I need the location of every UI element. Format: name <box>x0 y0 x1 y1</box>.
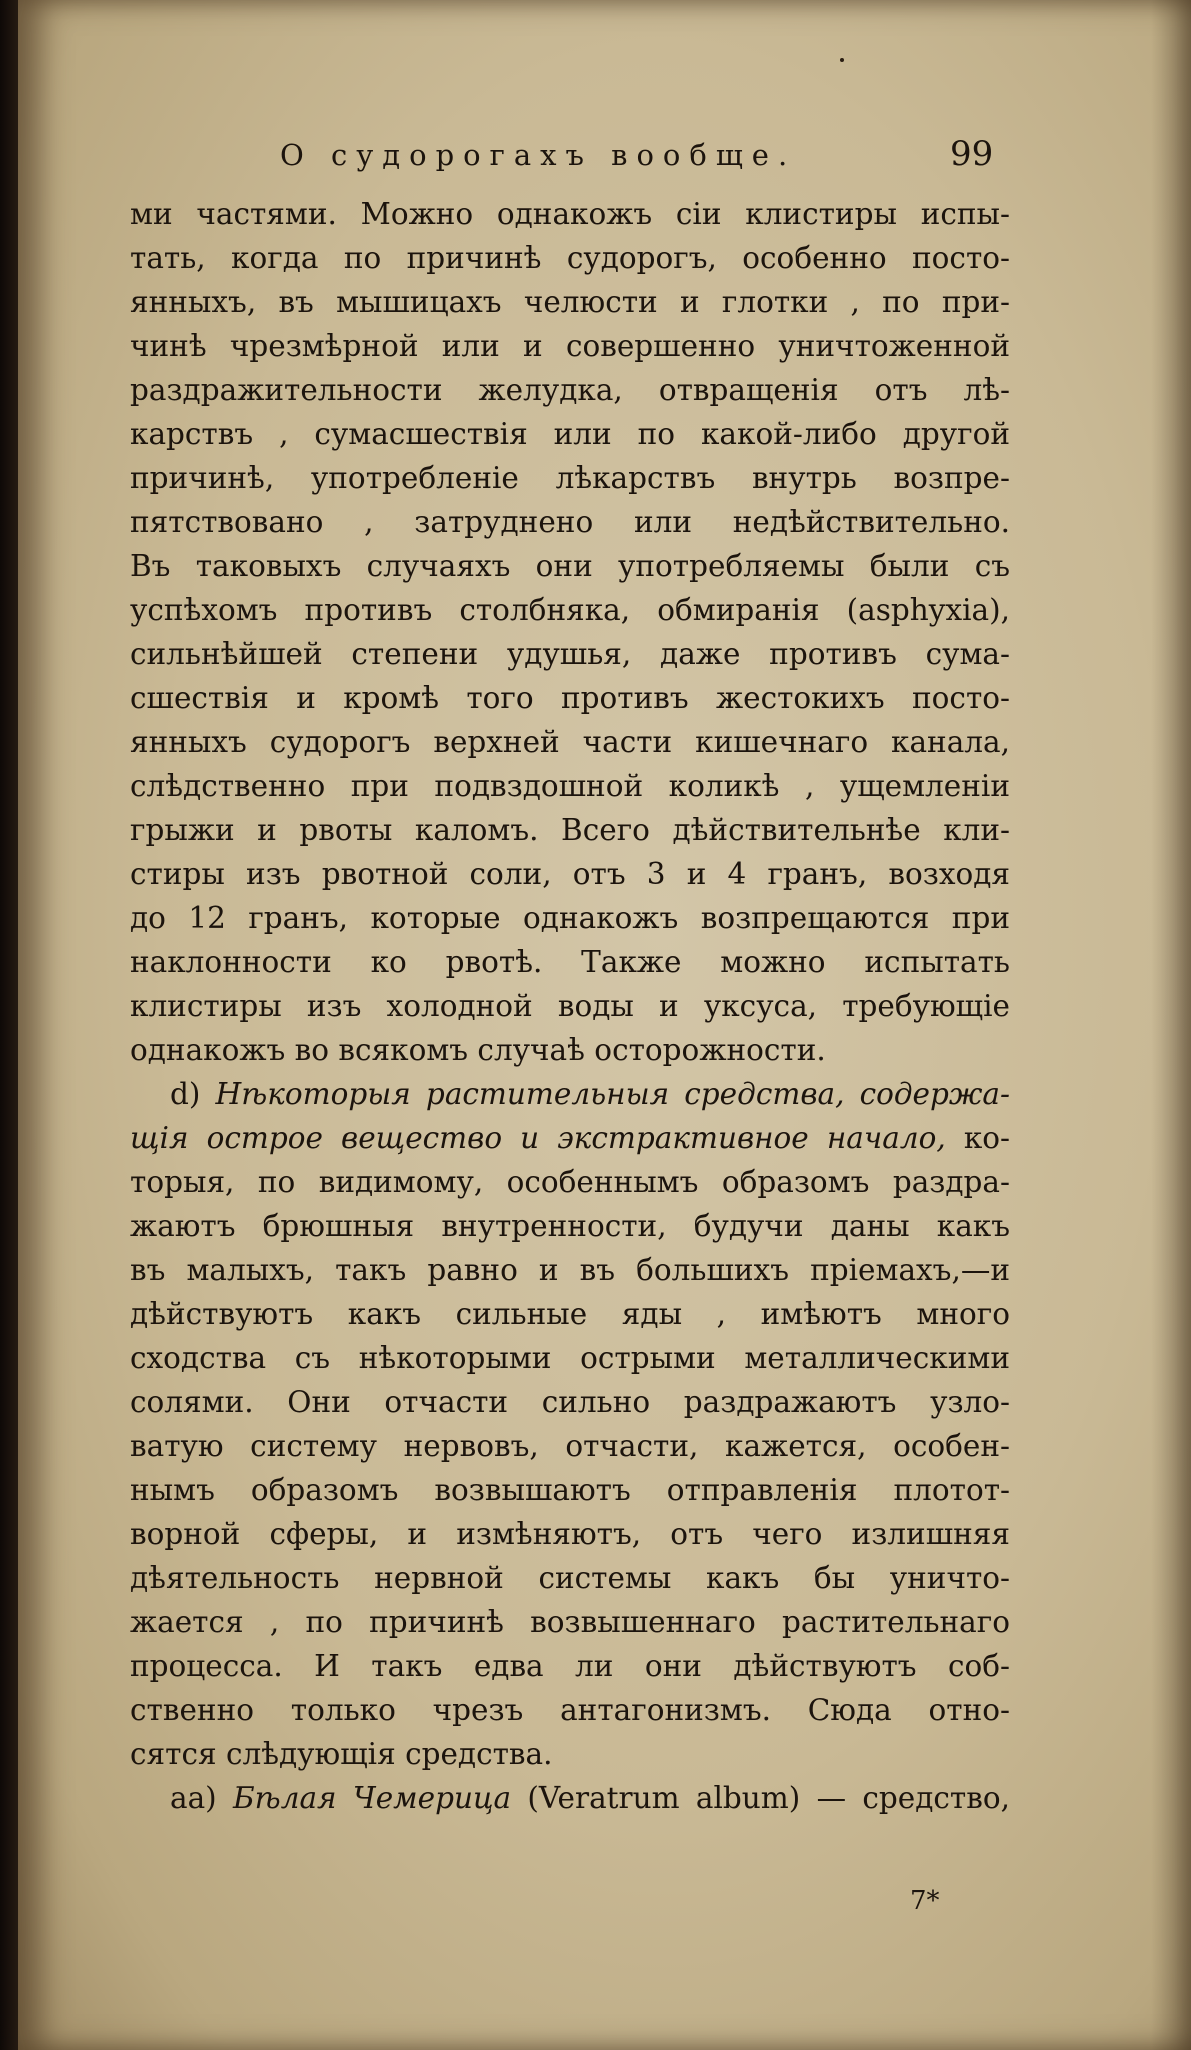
text-line <box>130 544 1010 588</box>
text-line <box>130 676 1010 720</box>
text-run: дѣйствуютъ какъ сильные яды , имѣютъ много <box>130 1297 1010 1331</box>
text-run: сятся слѣдующія средства. <box>130 1737 553 1771</box>
running-head: О судорогахъ вообще. <box>280 138 797 172</box>
text-line <box>130 1468 1010 1512</box>
text-run: однакожъ во всякомъ случаѣ осторожности. <box>130 1033 826 1067</box>
text-run: раздражительности желудка, отвращенія отъ лѣ- <box>130 373 1010 407</box>
text-run: ственно только чрезъ антагонизмъ. Сюда отно- <box>130 1693 1010 1727</box>
text-line <box>130 1688 1010 1732</box>
text-run: ко- <box>945 1121 1011 1155</box>
text-run: клистиры изъ холодной воды и уксуса, требующіе <box>130 989 1010 1023</box>
text-run: причинѣ, употребленіе лѣкарствъ внутрь возпре- <box>130 461 1010 495</box>
text-line <box>130 984 1010 1028</box>
italic-text: Нѣкоторыя растительныя средства, содержа- <box>215 1077 1010 1111</box>
text-run: до 12 гранъ, которые однакожъ возпрещаются при <box>130 901 1010 935</box>
text-line <box>130 1204 1010 1248</box>
text-line <box>130 236 1010 280</box>
book-page <box>18 0 1191 2050</box>
text-line <box>130 632 1010 676</box>
text-run: пятствовано , затруднено или недѣйствительно. <box>130 505 1010 539</box>
text-run: дѣятельность нервной системы какъ бы уничто- <box>130 1561 1010 1595</box>
text-run: солями. Они отчасти сильно раздражаютъ узло- <box>130 1385 1010 1419</box>
text-line <box>130 1732 1010 1776</box>
text-line <box>130 720 1010 764</box>
text-line <box>130 852 1010 896</box>
text-line <box>130 896 1010 940</box>
text-line <box>130 1028 1010 1072</box>
text-line <box>130 1556 1010 1600</box>
text-line <box>130 764 1010 808</box>
text-line <box>130 1248 1010 1292</box>
body-text <box>130 192 1010 1820</box>
text-run: процесса. И такъ едва ли они дѣйствуютъ соб- <box>130 1649 1010 1683</box>
text-line <box>130 324 1010 368</box>
text-run: нымъ образомъ возвышаютъ отправленія плотот- <box>130 1473 1010 1507</box>
text-line <box>130 1336 1010 1380</box>
text-run: жается , по причинѣ возвышеннаго растительнаго <box>130 1605 1010 1639</box>
page-number: 99 <box>950 134 994 174</box>
ink-speck <box>840 58 844 62</box>
text-line <box>130 1380 1010 1424</box>
text-line <box>130 1292 1010 1336</box>
text-line <box>130 940 1010 984</box>
signature-mark: 7* <box>910 1886 940 1916</box>
text-line <box>130 1512 1010 1556</box>
text-line <box>130 808 1010 852</box>
text-run: наклонности ко рвотѣ. Также можно испытать <box>130 945 1010 979</box>
text-run: торыя, по видимому, особеннымъ образомъ раздра- <box>130 1165 1010 1199</box>
text-line <box>130 412 1010 456</box>
text-run: янныхъ, въ мышицахъ челюсти и глотки , по при- <box>130 285 1010 319</box>
text-run: (Veratrum album) — средство, <box>511 1781 1010 1815</box>
text-run: aa) <box>170 1781 233 1815</box>
text-line <box>130 1776 1010 1820</box>
text-run: Въ таковыхъ случаяхъ они употребляемы были съ <box>130 549 1010 583</box>
text-run: ватую систему нервовъ, отчасти, кажется, особен- <box>130 1429 1010 1463</box>
text-run: d) <box>170 1077 216 1111</box>
text-line <box>130 1644 1010 1688</box>
text-run: слѣдственно при подвздошной коликѣ , ущемленіи <box>130 769 1010 803</box>
text-line <box>130 1116 1010 1160</box>
text-run: ворной сферы, и измѣняютъ, отъ чего излишняя <box>130 1517 1010 1551</box>
text-run: тать, когда по причинѣ судорогъ, особенно посто- <box>130 241 1010 275</box>
text-run: сильнѣйшей степени удушья, даже противъ сума- <box>130 637 1010 671</box>
text-run: сходства съ нѣкоторыми острыми металлическими <box>130 1341 1010 1375</box>
text-run: ми частями. Можно однакожъ сіи клистиры испы- <box>130 197 1010 231</box>
text-line <box>130 500 1010 544</box>
text-line <box>130 588 1010 632</box>
text-run: сшествія и кромѣ того противъ жестокихъ посто- <box>130 681 1010 715</box>
italic-text: Бѣлая Чемерица <box>232 1781 512 1815</box>
text-run: карствъ , сумасшествія или по какой-либо другой <box>130 417 1010 451</box>
text-line <box>130 1160 1010 1204</box>
text-line <box>130 456 1010 500</box>
text-run: жаютъ брюшныя внутренности, будучи даны какъ <box>130 1209 1010 1243</box>
text-run: успѣхомъ противъ столбняка, обмиранія (asphyxia), <box>130 593 1010 627</box>
text-line <box>130 1600 1010 1644</box>
text-line <box>130 280 1010 324</box>
text-line <box>130 368 1010 412</box>
text-line <box>130 1072 1010 1116</box>
italic-text: щія острое вещество и экстрактивное начало, <box>130 1121 946 1155</box>
text-run: чинѣ чрезмѣрной или и совершенно уничтоженной <box>130 329 1010 363</box>
text-line <box>130 1424 1010 1468</box>
text-line <box>130 192 1010 236</box>
text-run: грыжи и рвоты каломъ. Всего дѣйствительнѣе кли- <box>130 813 1010 847</box>
text-run: янныхъ судорогъ верхней части кишечнаго канала, <box>130 725 1010 759</box>
text-run: стиры изъ рвотной соли, отъ 3 и 4 гранъ, возходя <box>130 857 1010 891</box>
text-run: въ малыхъ, такъ равно и въ большихъ пріемахъ,—и <box>130 1253 1010 1287</box>
